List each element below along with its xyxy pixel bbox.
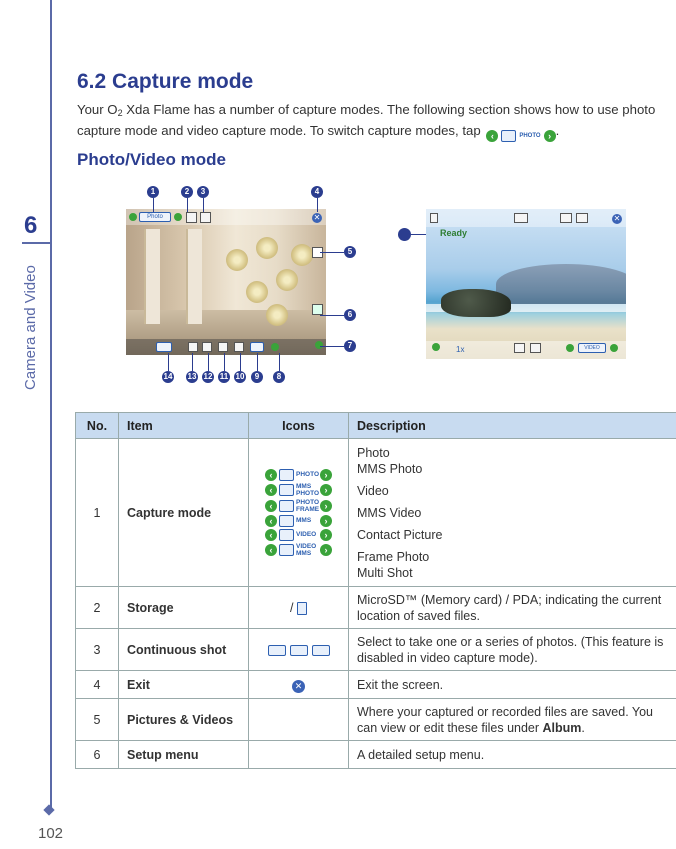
callout-marker: 1 — [147, 186, 159, 198]
single-shot-icon — [268, 645, 286, 656]
col-item: Item — [119, 413, 249, 439]
setup-menu-icon — [576, 213, 588, 223]
callout-marker: 11 — [219, 372, 229, 381]
resolution-icon — [560, 213, 572, 223]
callout-marker: 3 — [197, 186, 209, 198]
left-arrow-icon: ‹ — [265, 469, 277, 481]
capture-mode-icons: ‹ PHOTO › ‹ MMS PHOTO › ‹ PHOTO FRAME › ‹ MMS › ‹ VIDEO › ‹ VIDEO MMS › — [249, 439, 349, 587]
callout-marker: 2 — [181, 186, 193, 198]
table-header-row — [76, 413, 676, 439]
left-arrow-icon: ‹ — [486, 130, 498, 142]
review-icon — [156, 342, 172, 352]
page-number: 102 — [38, 825, 64, 842]
subsection-title: Photo/Video mode — [77, 150, 226, 169]
grid-icon — [514, 343, 525, 353]
capture-mode-description: Photo MMS Photo Video MMS Video Contact Picture Frame Photo Multi Shot — [349, 439, 676, 587]
section-title: 6.2 Capture mode — [77, 70, 254, 93]
capture-mode-switch-icon — [486, 127, 555, 145]
intro-text-start: Your O — [77, 102, 118, 117]
callout-marker: 8 — [273, 371, 285, 383]
left-arrow-icon: ‹ — [265, 529, 277, 541]
chapter-number: 6 — [24, 212, 38, 239]
callout-marker: 10 — [235, 372, 245, 381]
table-row: 2 Storage / MicroSD™ (Memory card) / PDA; indicating the current location of saved files. — [76, 587, 676, 629]
callout-marker: 4 — [311, 186, 323, 198]
burst-shot-icon — [290, 645, 308, 656]
ready-status: Ready — [440, 228, 468, 238]
left-arrow-icon: ‹ — [265, 484, 277, 496]
callout-marker: 9 — [251, 371, 263, 383]
callout-marker: 6 — [344, 309, 356, 321]
intro-subscript: 2 — [117, 108, 123, 118]
intro-paragraph — [77, 101, 676, 145]
camera-icon — [279, 469, 294, 481]
right-arrow-icon: › — [320, 529, 332, 541]
capture-mode-table — [75, 412, 676, 769]
right-arrow-icon: › — [544, 130, 556, 142]
callout-marker: 13 — [187, 372, 197, 381]
right-arrow-icon: › — [320, 484, 332, 496]
shutter-icon — [315, 341, 323, 349]
right-arrow-icon: › — [320, 544, 332, 556]
table-row: 5 Pictures & Videos Where your captured or recorded files are saved. You can view or edit these files under Album. — [76, 699, 676, 741]
diamond-icon — [43, 804, 54, 815]
mode-next-icon — [174, 213, 182, 221]
photo-mode-screenshot — [126, 209, 326, 355]
video-chip: VIDEO — [578, 343, 606, 353]
storage-icon — [186, 212, 197, 223]
brightness-icon — [202, 342, 212, 352]
camera-icon — [501, 130, 516, 142]
resolution-chip — [250, 342, 264, 352]
storage-icon — [430, 213, 438, 223]
exit-icon: ✕ — [292, 680, 305, 693]
table-row: 4 Exit ✕ Exit the screen. — [76, 671, 676, 699]
review-icon — [530, 343, 541, 353]
col-description: Description — [349, 413, 676, 439]
pictures-videos-icon — [514, 213, 528, 223]
left-arrow-icon: ‹ — [265, 544, 277, 556]
storage-icon — [297, 602, 307, 615]
zoom-in-icon — [432, 343, 440, 351]
exit-icon: ✕ — [613, 214, 621, 223]
effect-icon — [234, 342, 244, 352]
mms-video-icon — [279, 515, 294, 527]
callout-dot — [398, 228, 411, 241]
callout-marker: 14 — [163, 372, 173, 381]
video-camera-icon — [279, 529, 294, 541]
setup-menu-icon — [312, 304, 323, 315]
mode-prev-icon — [566, 344, 574, 352]
left-arrow-icon: ‹ — [265, 515, 277, 527]
white-balance-icon — [218, 342, 228, 352]
zoom-level: 1x — [456, 345, 465, 354]
zoom-icon — [271, 343, 279, 351]
callout-marker: 12 — [203, 372, 213, 381]
callout-marker: 5 — [344, 246, 356, 258]
table-row: 6 Setup menu A detailed setup menu. — [76, 741, 676, 769]
col-no: No. — [76, 413, 119, 439]
video-mode-screenshot — [426, 209, 626, 359]
right-arrow-icon: › — [320, 469, 332, 481]
album-label: Album — [542, 720, 582, 735]
mms-camera-icon — [279, 484, 294, 496]
table-row: 1 Capture mode ‹ PHOTO › ‹ MMS PHOTO › ‹ PHOTO FRAME › ‹ MMS › ‹ VIDEO › ‹ VIDEO MMS › Photo MMS Photo Video MMS Video Contact Picture Frame Photo Multi Shot — [76, 439, 676, 587]
col-icons: Icons — [249, 413, 349, 439]
intro-text-main: Xda Flame has a number of capture modes. The following section shows how to use photo capture mode and video capture mode. To switch capture modes, tap — [77, 102, 656, 138]
multi-shot-icon — [312, 645, 330, 656]
frame-camera-icon — [279, 500, 294, 512]
intro-text-end: . — [555, 123, 560, 138]
photo-mode-label: PHOTO — [519, 133, 541, 139]
timer-icon — [188, 342, 198, 352]
mode-prev-icon — [129, 213, 137, 221]
right-arrow-icon: › — [320, 515, 332, 527]
table-row: 3 Continuous shot Select to take one or a series of photos. (This feature is disabled in video capture mode). — [76, 629, 676, 671]
right-arrow-icon: › — [320, 500, 332, 512]
left-arrow-icon: ‹ — [265, 500, 277, 512]
callout-marker: 7 — [344, 340, 356, 352]
photo-chip: Photo — [139, 212, 171, 222]
mode-next-icon — [610, 344, 618, 352]
exit-icon: ✕ — [313, 213, 321, 222]
icon-separator: / — [290, 600, 294, 615]
sidebar-rule — [50, 0, 52, 810]
video-mms-icon — [279, 544, 294, 556]
chapter-title: Camera and Video — [22, 265, 39, 390]
continuous-shot-icon — [200, 212, 211, 223]
chapter-divider — [22, 242, 50, 244]
